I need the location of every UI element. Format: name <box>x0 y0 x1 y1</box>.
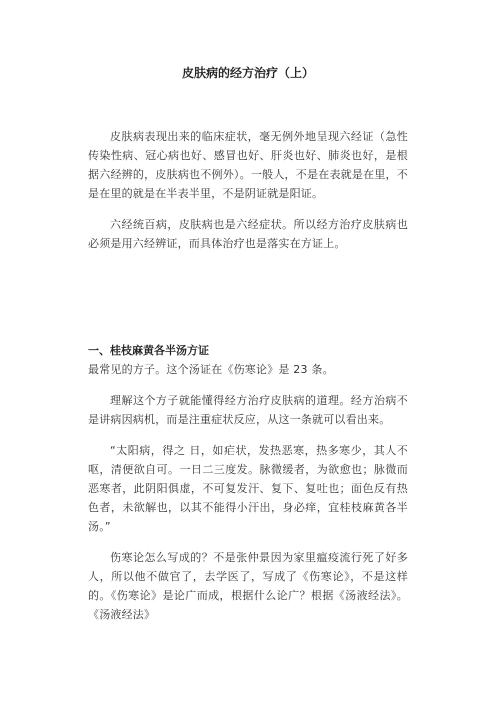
paragraph-shanghan-origin: 伤寒论怎么写成的？不是张仲景因为家里瘟疫流行死了好多人，所以他不做官了，去学医了，写成了《伤寒论》，不是这样的。《伤寒论》是论广而成，根据什么论广？根据《汤液经法》。《汤液经法》 <box>88 551 408 621</box>
paragraph-quote: “太阳病，得之 日，如疟状，发热恶寒，热多寒少，其人不呕，清便欲自可。一日二三度发。脉微缓者，为欲愈也；脉微而恶寒者，此阴阳俱虚，不可复发汗、复下、复吐也；面色反有热色者，未欲解也，以其不能得小汗出，身必痒，宜桂枝麻黄各半汤。” <box>88 444 408 533</box>
section-heading: 一、桂枝麻黄各半汤方证 <box>88 344 209 357</box>
paragraph-common-formula: 最常见的方子。这个汤证在《伤寒论》是 23 条。 <box>88 363 334 376</box>
paragraph-understanding: 理解这个方子就能懂得经方治疗皮肤病的道理。经方治病不是讲病因病机，而是注重症状反应，从这一条就可以看出来。 <box>88 394 408 426</box>
paragraph-six-meridians: 六经统百病，皮肤病也是六经症状。所以经方治疗皮肤病也必须是用六经辨证，而具体治疗也是落实在方证上。 <box>88 218 408 250</box>
document-title: 皮肤病的经方治疗（上） <box>181 66 314 80</box>
paragraph-intro: 皮肤病表现出来的临床症状，毫无例外地呈现六经证（急性传染性病、冠心病也好、感冒也好、肝炎也好、肺炎也好，是根据六经辨的，皮肤病也不例外）。一般人，不是在表就是在里，不是在里的就是在半表半里，不是阴证就是阳证。 <box>88 130 408 200</box>
blank-space <box>88 253 408 341</box>
